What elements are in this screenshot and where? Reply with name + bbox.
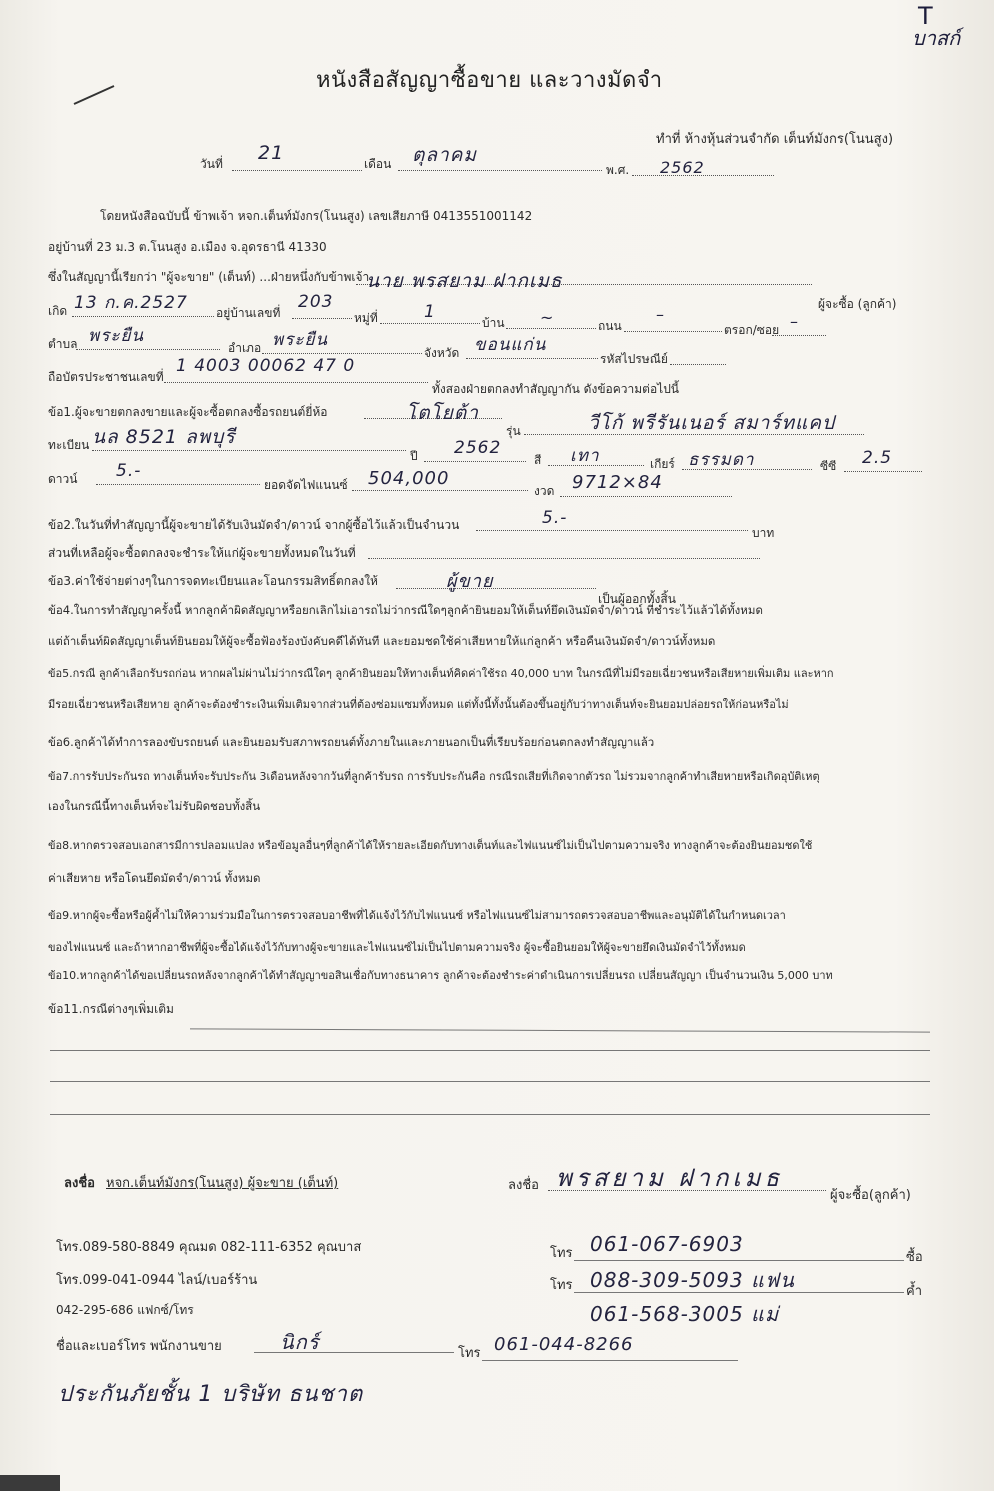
house-label: อยู่บ้านเลขที่	[216, 306, 281, 320]
clause-8b: ค่าเสียหาย หรือโดนยึดมัดจำ/ดาวน์ ทั้งหมด	[48, 871, 261, 885]
clause-9b: ของไฟแนนซ์ และถ้าหากอาชีพที่ผู้จะซื้อได้แจ้งไว้กับทางผู้จะขายและไฟแนนซ์ไม่เป็นไปตามความจริง ผู้จะซื้อยินยอมให้ผู้จะขายยึดเงินมัดจำไว้ทั้งหมด	[48, 941, 746, 954]
clause-3-payer: ผู้ขาย	[446, 571, 494, 592]
buyer-sign-suffix: ผู้จะซื้อ(ลูกค้า)	[830, 1188, 911, 1203]
buyer-tel1: 061-067-6903	[590, 1232, 744, 1256]
buyer-sign-label: ลงชื่อ	[508, 1178, 539, 1193]
road-dash: –	[656, 305, 665, 324]
insurance-note: ประกันภัยชั้น 1 บริษัท ธนชาต	[58, 1382, 364, 1407]
moo-label: หมู่ที่	[354, 311, 378, 325]
clause-7b: เองในกรณีนี้ทางเต็นท์จะไม่รับผิดชอบทั้งสิ้น	[48, 799, 261, 813]
buyer-suffix: ผู้จะซื้อ (ลูกค้า)	[818, 297, 897, 311]
car-model: วีโก้ พรีรันเนอร์ สมาร์ทแคป	[588, 412, 836, 434]
agree-text: ทั้งสองฝ่ายตกลงทำสัญญากัน ดังข้อความต่อไปนี้	[432, 382, 680, 396]
id-label: ถือบัตรประชาชนเลขที่	[48, 370, 164, 384]
clause-7a: ข้อ7.การรับประกันรถ ทางเต็นท์จะรับประกัน 3เดือนหลังจากวันที่ลูกค้ารับรถ การรับประกันคือ กรณีรถเสียที่เกิดจากตัวรถ ไม่รวมจากลูกค้าทำเสียหายหรือเกิดอุบัติเหตุ	[48, 770, 820, 783]
pen-stroke	[70, 80, 120, 110]
clause-5b: มีรอยเฉี่ยวชนหรือเสียหาย ลูกค้าจะต้องชำระเงินเพิ่มเติมจากส่วนที่ต้องซ่อมแซมทั้งหมด แต่ทั้งนี้ทั้งนั้นต้องขึ้นอยู่กับว่าทางเต็นท์จะยินยอมปล่อยรถให้ก่อนหรือไม่	[48, 698, 789, 711]
year-label: พ.ศ.	[606, 163, 630, 177]
id-value: 1 4003 00062 47 0	[176, 356, 356, 376]
place: ทำที่ ห้างหุ้นส่วนจำกัด เต็นท์มังกร(โนนสูง)	[656, 132, 894, 147]
car-cc: 2.5	[862, 448, 893, 468]
tambon-value: พระยืน	[88, 326, 145, 346]
car-year: 2562	[454, 438, 502, 458]
color-label: สี	[534, 453, 542, 467]
clause-6: ข้อ6.ลูกค้าได้ทำการลองขับรถยนต์ และยินยอมรับสภาพรถยนต์ทั้งภายในและภายนอกเป็นที่เรียบร้อยก่อนตกลงทำสัญญาแล้ว	[48, 735, 655, 749]
seller-intro: โดยหนังสือฉบับนี้ ข้าพเจ้า หจก.เต็นท์มังกร(โนนสูง) เลขเสียภาษี 0413551001142	[100, 209, 533, 223]
car-plate: นล 8521 ลพบุรี	[92, 426, 236, 448]
clause-2-unit: บาท	[752, 526, 775, 540]
month-label: เดือน	[364, 157, 392, 171]
model-label: รุ่น	[506, 424, 521, 438]
clause-1: ข้อ1.ผู้จะขายตกลงขายและผู้จะซื้อตกลงซื้อรถยนต์ยี่ห้อ	[48, 405, 328, 419]
car-gear: ธรรมดา	[688, 450, 755, 470]
corner-name: บาสก์	[912, 26, 961, 50]
clause-3-suffix: เป็นผู้ออกทั้งสิ้น	[598, 592, 676, 606]
born-label: เกิด	[48, 304, 68, 318]
province-label: จังหวัด	[424, 346, 460, 360]
finance-label: ยอดจัดไฟแนนซ์	[264, 478, 348, 492]
gear-label: เกียร์	[650, 457, 675, 471]
clause-2: ข้อ2.ในวันที่ทำสัญญานี้ผู้จะขายได้รับเงินมัดจำ/ดาวน์ จากผู้ซื้อไว้แล้วเป็นจำนวน	[48, 518, 460, 532]
postcode-label: รหัสไปรษณีย์	[600, 352, 668, 366]
clause-2b: ส่วนที่เหลือผู้จะซื้อตกลงจะชำระให้แก่ผู้จะขายทั้งหมดในวันที่	[48, 546, 356, 560]
province-value: ขอนแก่น	[474, 335, 547, 355]
page-title: หนังสือสัญญาซื้อขาย และวางมัดจำ	[316, 68, 663, 93]
road-label: ถนน	[598, 319, 622, 333]
buyer-name: นาย พรสยาม ฝากเมธ	[366, 270, 563, 292]
down-value: 5.-	[116, 461, 142, 481]
term-value: 9712×84	[572, 472, 663, 493]
clause-9a: ข้อ9.หากผู้จะซื้อหรือผู้ค้ำไม่ให้ความร่วมมือในการตรวจสอบอาชีพที่ได้แจ้งไว้กับไฟแนนซ์ หรือไฟแนนซ์ไม่สามารถตรวจสอบอาชีพและอนุมัติได้ในกำหนดเวลา	[48, 909, 786, 922]
house-value: 203	[298, 292, 334, 312]
amphoe-value: พระยืน	[272, 330, 329, 350]
clause-11: ข้อ11.กรณีต่างๆเพิ่มเติม	[48, 1002, 174, 1016]
sales-tel-label: โทร	[458, 1346, 481, 1361]
seller-sign-label: ลงชื่อ	[64, 1176, 95, 1191]
buyer-tel2-suffix: ค้ำ	[906, 1284, 922, 1299]
seller-address: อยู่บ้านที่ 23 ม.3 ต.โนนสูง อ.เมือง จ.อุดรธานี 41330	[48, 240, 327, 254]
amphoe-label: อำเภอ	[228, 341, 262, 355]
finance-value: 504,000	[368, 468, 450, 489]
sales-tel: 061-044-8266	[494, 1334, 634, 1355]
buyer-tel2-label: โทร	[550, 1278, 573, 1293]
car-color: เทา	[570, 446, 600, 466]
down-label: ดาวน์	[48, 472, 78, 486]
clause-10: ข้อ10.หากลูกค้าได้ขอเปลี่ยนรถหลังจากลูกค้าได้ทำสัญญาขอสินเชื่อกับทางธนาคาร ลูกค้าจะต้องชำระค่าดำเนินการเปลี่ยนรถ เปลี่ยนสัญญา เป็นจำนวนเงิน 5,000 บาท	[48, 969, 833, 982]
soi-dash: –	[790, 312, 799, 331]
clause-8a: ข้อ8.หากตรวจสอบเอกสารมีการปลอมแปลง หรือข้อมูลอื่นๆที่ลูกค้าได้ให้รายละเอียดกับทางเต็นท์และไฟแนนซ์ไม่เป็นไปตามความจริง ทางลูกค้าจะต้องยินยอมชดใช้	[48, 839, 813, 852]
buyer-tel1-suffix: ซื้อ	[906, 1250, 923, 1265]
clause-4a: ข้อ4.ในการทำสัญญาครั้งนี้ หากลูกค้าผิดสัญญาหรือยกเลิกไม่เอารถไม่ว่ากรณีใดๆลูกค้ายินยอมให้เต็นท์ยึดเงินมัดจำ/ดาวน์ ที่ชำระไว้แล้วได้ทั้งหมด	[48, 603, 763, 617]
buyer-signature: พรสยาม ฝากเมธ	[556, 1164, 784, 1192]
contact-line-3: 042-295-686 แฟกซ์/โทร	[56, 1303, 194, 1317]
buyer-tel1-label: โทร	[550, 1246, 573, 1261]
seller-sign: หจก.เต็นท์มังกร(โนนสูง) ผู้จะขาย (เต็นท์)	[106, 1176, 339, 1191]
clause-4b: แต่ถ้าเต็นท์ผิดสัญญาเต็นท์ยินยอมให้ผู้จะซื้อฟ้องร้องบังคับคดีได้ทันที และยอมชดใช้ค่าเสียหายให้แก่ลูกค้า หรือคืนเงินมัดจำ/ดาวน์ทั้งหมด	[48, 634, 716, 648]
sales-label: ชื่อและเบอร์โทร พนักงานขาย	[56, 1339, 222, 1354]
year-value: 2562	[660, 158, 705, 177]
day-value: 21	[258, 142, 285, 164]
village-dash: ~	[540, 308, 555, 327]
scan-corner	[0, 1475, 60, 1491]
contact-line-2: โทร.099-041-0944 ไลน์/เบอร์ร้าน	[56, 1273, 258, 1288]
month-value: ตุลาคม	[412, 144, 477, 166]
contact-line-1: โทร.089-580-8849 คุณมด 082-111-6352 คุณบาส	[56, 1240, 362, 1255]
sales-name: นิกร์	[280, 1330, 320, 1354]
soi-label: ตรอก/ซอย	[724, 323, 780, 337]
plate-label: ทะเบียน	[48, 438, 90, 452]
corner-mark: T	[918, 2, 933, 30]
village-label: บ้าน	[482, 316, 505, 330]
moo-value: 1	[424, 302, 436, 322]
term-label: งวด	[534, 484, 555, 498]
buyer-tel3: 061-568-3005 แม่	[590, 1302, 780, 1326]
clause-5a: ข้อ5.กรณี ลูกค้าเลือกรับรถก่อน หากผลไม่ผ่านไม่ว่ากรณีใดๆ ลูกค้ายินยอมให้ทางเต็นท์คิดค่าใช้รถ 40,000 บาท ในกรณีที่ไม่มีรอยเฉี่ยวชนหรือเสียหายเพิ่มเติม และหาก	[48, 667, 834, 680]
tambon-label: ตำบล	[48, 337, 78, 351]
car-year-label: ปี	[410, 449, 418, 463]
clause-2-amount: 5.-	[542, 508, 568, 528]
parties-intro: ซึ่งในสัญญานี้เรียกว่า "ผู้จะขาย" (เต็นท์) ...ฝ่ายหนึ่งกับข้าพเจ้า	[48, 270, 370, 284]
born-value: 13 ก.ค.2527	[74, 293, 188, 313]
buyer-tel2: 088-309-5093 แฟน	[590, 1268, 795, 1292]
cc-label: ซีซี	[820, 459, 837, 473]
clause-3: ข้อ3.ค่าใช้จ่ายต่างๆในการจดทะเบียนและโอนกรรมสิทธิ์ตกลงให้	[48, 574, 378, 588]
car-brand: โตโยต้า	[406, 402, 479, 424]
day-label: วันที่	[200, 157, 223, 171]
